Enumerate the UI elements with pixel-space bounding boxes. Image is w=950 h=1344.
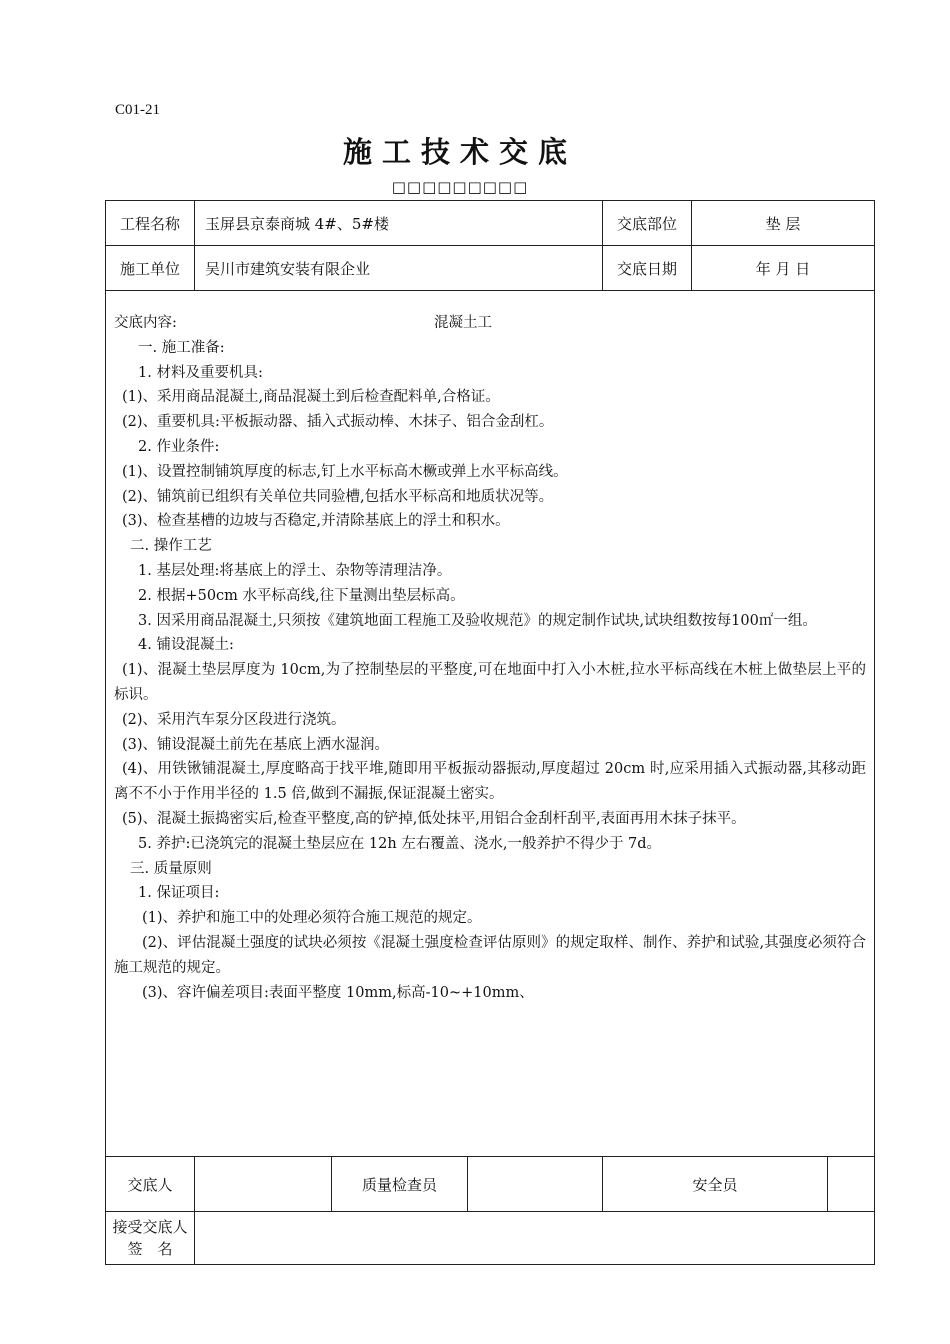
- construction-unit-label: 施工单位: [106, 246, 195, 291]
- disclosure-date-value: 年 月 日: [692, 246, 875, 291]
- receiver-label: [106, 1212, 195, 1265]
- content-line: (2)、评估混凝土强度的试块必须按《混凝土强度检查评估原则》的规定取样、制作、养护和试验,其强度必须符合施工规范的规定。: [114, 934, 866, 976]
- header-row-1: [106, 201, 875, 246]
- document-code: C01-21: [115, 102, 160, 118]
- content-line: (2)、重要机具:平板振动器、插入式振动棒、木抹子、铝合金刮杠。: [122, 414, 554, 431]
- discloser-label: 交底人: [106, 1157, 195, 1212]
- receiver-signature-field[interactable]: [195, 1212, 875, 1265]
- content-line: (5)、混凝土振捣密实后,检查平整度,高的铲掉,低处抹平,用铝合金刮杆刮平,表面再用木抹子抹平。: [122, 810, 746, 827]
- construction-unit-value: 吴川市建筑安装有限企业: [195, 246, 603, 291]
- header-row-2: [106, 246, 875, 291]
- content-line: 二. 操作工艺: [130, 538, 212, 555]
- content-line: (2)、铺筑前已组织有关单位共同验槽,包括水平标高和地质状况等。: [122, 488, 554, 505]
- content-header: [114, 311, 866, 336]
- quality-inspector-label: 质量检查员: [332, 1157, 468, 1212]
- project-name-value: 玉屏县京泰商城 4#、5#楼: [195, 201, 603, 246]
- content-line: 2. 作业条件:: [138, 438, 220, 455]
- receiver-row: [106, 1212, 875, 1265]
- quality-inspector-signature-field[interactable]: [468, 1157, 603, 1212]
- content-line: 5. 养护:已浇筑完的混凝土垫层应在 12h 左右覆盖、浇水,一般养护不得少于 7d。: [138, 835, 662, 852]
- content-row: [106, 291, 875, 1157]
- content-line: 一. 施工准备:: [138, 339, 225, 356]
- content-label: 交底内容:: [114, 315, 177, 331]
- content-line: (2)、采用汽车泵分区段进行浇筑。: [122, 711, 346, 728]
- disclosure-part-value: 垫 层: [692, 201, 875, 246]
- content-line: (1)、混凝土垫层厚度为 10cm,为了控制垫层的平整度,可在地面中打入小木桩,拉水平标高线在木桩上做垫层上平的标识。: [114, 662, 866, 703]
- content-line: (3)、铺设混凝土前先在基底上洒水湿润。: [122, 736, 390, 753]
- content-line: 2. 根据+50cm 水平标高线,往下量测出垫层标高。: [138, 587, 465, 604]
- project-name-label: 工程名称: [106, 201, 195, 246]
- signature-row: [106, 1157, 875, 1212]
- safety-officer-label: 安全员: [603, 1157, 828, 1212]
- disclosure-content: [106, 291, 875, 1157]
- disclosure-table: [105, 200, 875, 1265]
- receiver-label-line-2: 签 名: [127, 1240, 173, 1258]
- receiver-label-line-1: 接受交底人: [112, 1218, 188, 1236]
- content-line: 1. 材料及重要机具:: [138, 364, 263, 381]
- disclosure-part-label: 交底部位: [603, 201, 692, 246]
- content-line: (1)、养护和施工中的处理必须符合施工规范的规定。: [142, 910, 482, 927]
- content-line: (3)、检查基槽的边坡与否稳定,并清除基底上的浮土和积水。: [122, 513, 510, 530]
- content-line: (3)、容许偏差项目:表面平整度 10mm,标高-10~+10mm、: [142, 984, 534, 1001]
- content-line: (1)、采用商品混凝土,商品混凝土到后检查配料单,合格证。: [122, 389, 500, 406]
- document-subtitle: □□□□□□□□□: [391, 178, 529, 196]
- content-line: 三. 质量原则: [130, 860, 212, 877]
- discloser-signature-field[interactable]: [195, 1157, 332, 1212]
- content-line: 1. 保证项目:: [138, 885, 220, 902]
- content-line: 3. 因采用商品混凝土,只须按《建筑地面工程施工及验收规范》的规定制作试块,试块组数按每100㎡一组。: [138, 612, 817, 629]
- content-topic: 混凝土工: [434, 315, 492, 331]
- disclosure-date-label: 交底日期: [603, 246, 692, 291]
- content-line: (4)、用铁锹铺混凝土,厚度略高于找平堆,随即用平板振动器振动,厚度超过 20cm 时,应采用插入式振动器,其移动距离不不小于作用半径的 1.5 倍,做到不漏振,保证混凝土密实。: [114, 761, 866, 803]
- content-line: 1. 基层处理:将基底上的浮土、杂物等清理洁净。: [138, 562, 452, 579]
- content-line: (1)、设置控制铺筑厚度的标志,钉上水平标高木橛或弹上水平标高线。: [122, 463, 568, 480]
- content-line: 4. 铺设混凝土:: [138, 637, 234, 654]
- document-title: 施工技术交底: [342, 135, 577, 169]
- safety-officer-signature-field[interactable]: [828, 1157, 875, 1212]
